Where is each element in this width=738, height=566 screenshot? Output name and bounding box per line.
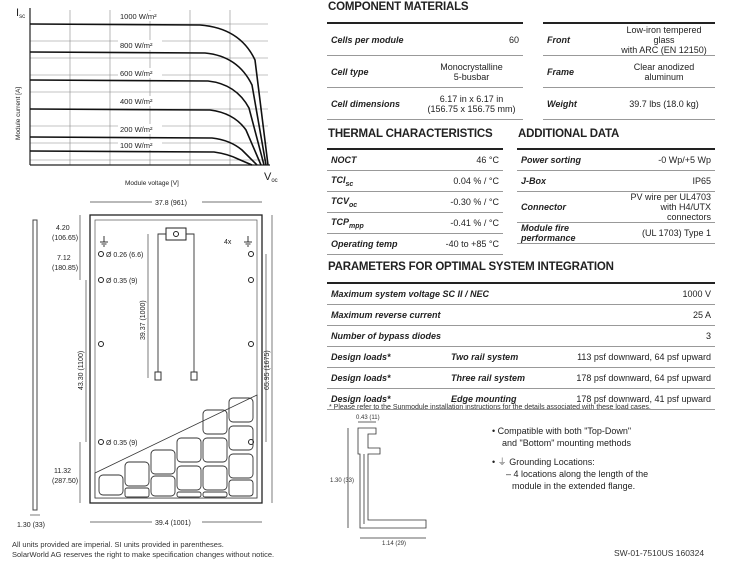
footnote-1: All units provided are imperial. SI units provided in parentheses.: [12, 540, 224, 549]
table-row: [517, 171, 715, 192]
grounding-line-1: – 4 locations along the length of the: [506, 469, 649, 479]
th-val: -0.41 % / °C: [423, 213, 503, 234]
table-row: [327, 23, 715, 56]
bullet-dot-icon: •: [492, 457, 496, 467]
dim-bottom-offset-a: 11.32: [54, 468, 71, 475]
component-materials-table: [327, 22, 715, 120]
grounding-line-2: module in the extended flange.: [512, 481, 636, 491]
curve-label-100: 100 W/m²: [120, 141, 153, 150]
dim-top-offset-b: (106.65): [52, 235, 79, 242]
cm-key: Cells per module: [327, 23, 420, 56]
additional-title: ADDITIONAL DATA: [518, 128, 620, 140]
cm-val: 39.7 lbs (18.0 kg): [613, 88, 715, 120]
th-key-sub: sc: [345, 180, 354, 188]
table-row: [327, 192, 503, 213]
table-row: [517, 192, 715, 223]
footnote-2: SolarWorld AG reserves the right to make specification changes without notice.: [12, 550, 275, 559]
profile-dim-height: 1.30 (33): [330, 478, 355, 484]
param-val: 1000 V: [550, 283, 715, 305]
param-key: Design loads*: [327, 347, 447, 368]
th-key: [327, 171, 423, 192]
x-axis-label: Module voltage [V]: [125, 180, 179, 187]
thermal-title: THERMAL CHARACTERISTICS: [328, 128, 493, 140]
dim-bottom-offset-b: (287.50): [52, 478, 79, 485]
bullet-dot-icon: •: [492, 426, 496, 436]
ad-key: Module fire performance: [517, 223, 620, 244]
mounting-compat-b: and "Bottom" mounting methods: [502, 438, 631, 448]
table-row: [327, 171, 503, 192]
grounding-small-icon: ⏚: [497, 457, 507, 467]
th-val: 0.04 % / °C: [423, 171, 503, 192]
table-row: [327, 368, 715, 389]
table-row: [517, 149, 715, 171]
dim-bottom-offset: [52, 468, 78, 485]
cm-val: Low-iron tempered glass with ARC (EN 12150): [613, 23, 715, 56]
th-key-sub: mpp: [349, 222, 364, 230]
mounting-notes: [492, 425, 648, 492]
frame-side-view: [33, 220, 37, 510]
cm-key: Weight: [543, 88, 613, 120]
isc-label: Isc: [16, 7, 26, 20]
th-key: [327, 213, 423, 234]
dim-height: 65.95 (1675): [264, 350, 271, 390]
dim-second-offset: [52, 255, 78, 272]
th-key-text: TCI: [331, 174, 346, 185]
param-mode: Three rail system: [447, 368, 550, 389]
th-key: NOCT: [327, 149, 423, 171]
dim-hole-spacing: 43.30 (1100): [78, 350, 85, 390]
th-key-sub: oc: [349, 201, 358, 209]
ad-val: (UL 1703) Type 1: [620, 223, 715, 244]
grounding-count: 4x: [224, 239, 232, 246]
param-key: Maximum reverse current: [327, 305, 550, 326]
dim-second-offset-b: (180.85): [52, 265, 79, 272]
cm-key: Cell dimensions: [327, 88, 420, 120]
cm-val: 60: [420, 23, 523, 56]
iv-curve-chart: [0, 0, 300, 190]
table-row: [327, 56, 715, 88]
cm-val: Monocrystalline 5-busbar: [420, 56, 523, 88]
param-key: Number of bypass diodes: [327, 326, 550, 347]
param-val: 25 A: [550, 305, 715, 326]
dim-width-top: 37.8 (961): [155, 200, 187, 207]
cm-key: Front: [543, 23, 613, 56]
ad-val: -0 Wp/+5 Wp: [620, 149, 715, 171]
th-val: -40 to +85 °C: [423, 234, 503, 255]
module-drawing: [0, 190, 305, 535]
parameters-table: [327, 282, 715, 410]
table-row: [327, 149, 503, 171]
dim-hole-1: Ø 0.26 (6.6): [106, 252, 144, 259]
curve-label-600: 600 W/m²: [120, 69, 153, 78]
th-key-text: TCV: [331, 195, 349, 206]
param-val: 3: [550, 326, 715, 347]
cm-val: 6.17 in x 6.17 in (156.75 x 156.75 mm): [420, 88, 523, 120]
ad-val: PV wire per UL4703 with H4/UTX connectors: [620, 192, 715, 223]
dim-cable-length: 39.37 (1000): [140, 300, 147, 340]
mounting-compat-a: Compatible with both "Top-Down": [497, 426, 632, 436]
dim-hole-3: Ø 0.35 (9): [106, 440, 138, 447]
cm-key: Frame: [543, 56, 613, 88]
th-key: [327, 192, 423, 213]
ad-val: IP65: [620, 171, 715, 192]
curve-label-1000: 1000 W/m²: [120, 12, 157, 21]
ad-key: J-Box: [517, 171, 620, 192]
additional-table: [517, 148, 715, 244]
param-mode: Edge mounting: [447, 389, 550, 410]
voc-label: Voc: [264, 171, 278, 184]
table-row: [327, 213, 503, 234]
grounding-title: Grounding Locations:: [509, 457, 595, 467]
y-axis-label: Module current [A]: [15, 86, 22, 140]
dim-width-bottom: 39.4 (1001): [155, 520, 191, 527]
curve-label-400: 400 W/m²: [120, 97, 153, 106]
dim-frame-depth: 1.30 (33): [17, 522, 46, 529]
document-code: SW-01-7510US 160324: [614, 548, 705, 558]
cm-val: Clear anodized aluminum: [613, 56, 715, 88]
table-row: [327, 234, 503, 255]
table-row: [327, 326, 715, 347]
table-row: [327, 305, 715, 326]
param-val: 178 psf downward, 41 psf upward: [550, 389, 715, 410]
profile-dim-top: 0.43 (11): [356, 415, 380, 421]
table-row: [327, 88, 715, 120]
dim-second-offset-a: 7.12: [57, 255, 71, 262]
profile-dim-width: 1.14 (29): [382, 541, 407, 547]
param-key: Design loads*: [327, 389, 447, 410]
param-val: 113 psf downward, 64 psf upward: [550, 347, 715, 368]
dim-top-offset: [52, 225, 78, 242]
cm-key: Cell type: [327, 56, 420, 88]
mounting-bullet-2: [492, 456, 648, 468]
th-key-text: TCP: [331, 216, 349, 227]
ad-key: Connector: [517, 192, 620, 223]
param-mode: Two rail system: [447, 347, 550, 368]
th-key: Operating temp: [327, 234, 423, 255]
ad-key: Power sorting: [517, 149, 620, 171]
param-key: Design loads*: [327, 368, 447, 389]
dim-top-offset-a: 4.20: [56, 225, 70, 232]
table-row: [327, 347, 715, 368]
mounting-bullet-1: [492, 425, 648, 437]
curve-label-800: 800 W/m²: [120, 41, 153, 50]
param-key: Maximum system voltage SC II / NEC: [327, 283, 550, 305]
component-materials-title: COMPONENT MATERIALS: [328, 1, 469, 13]
junction-box: [155, 228, 197, 380]
th-val: 46 °C: [423, 149, 503, 171]
thermal-table: [327, 148, 503, 255]
table-row: [327, 283, 715, 305]
load-cases-note: * Please refer to the Sunmodule installation instructions for the details associated with these load cases.: [329, 404, 651, 411]
parameters-title: PARAMETERS FOR OPTIMAL SYSTEM INTEGRATION: [328, 261, 614, 273]
param-val: 178 psf downward, 64 psf upward: [550, 368, 715, 389]
table-row: [517, 223, 715, 244]
dim-hole-2: Ø 0.35 (9): [106, 278, 138, 285]
curve-label-200: 200 W/m²: [120, 125, 153, 134]
iv-curve-100: [30, 151, 252, 165]
th-val: -0.30 % / °C: [423, 192, 503, 213]
frame-profile-drawing: [328, 415, 458, 548]
